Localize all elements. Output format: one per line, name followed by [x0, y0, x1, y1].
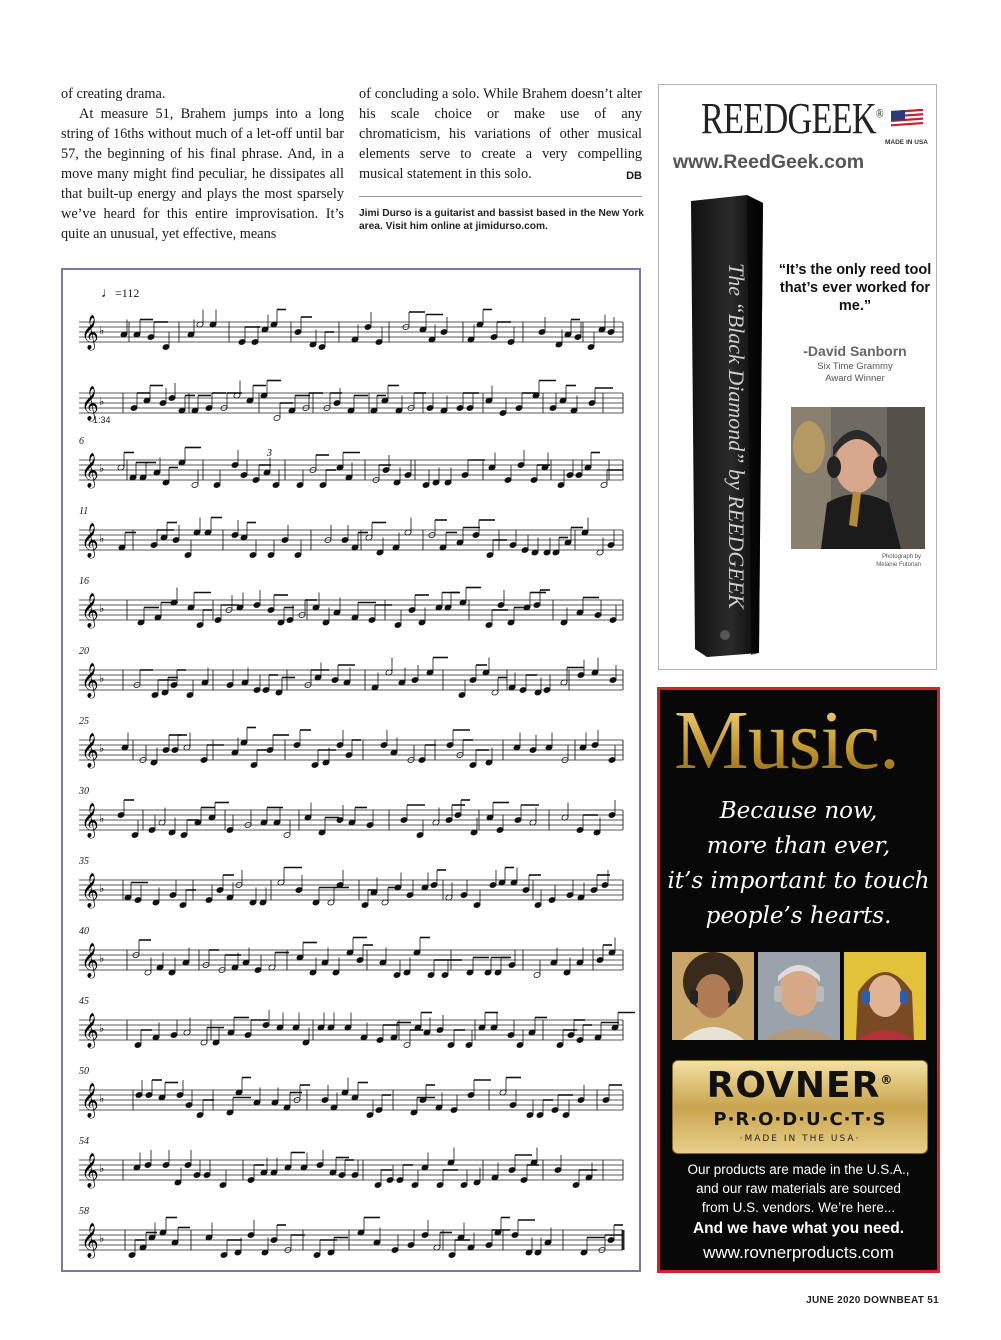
rovner-url[interactable]: www.rovnerproducts.com — [703, 1243, 894, 1262]
rovner-callout: And we have what you need. — [692, 1220, 904, 1237]
article-column-2 — [359, 84, 642, 186]
rovner-brand — [673, 1065, 927, 1106]
author-bio: Jimi Durso is a guitarist and bassist based in the New York area. Visit him online at jimidurso.com. — [359, 208, 644, 232]
measure-number: 40 — [79, 926, 89, 937]
author-sign-off: DB — [626, 170, 642, 182]
staff — [63, 656, 639, 716]
music-headline: Music. — [674, 694, 899, 787]
award-line: Six Time Grammy — [817, 361, 893, 372]
registered-mark: ® — [880, 1073, 894, 1087]
treble-clef-icon: 𝄞 — [81, 733, 99, 768]
measure-number: 20 — [79, 646, 89, 657]
rovner-tagline — [660, 794, 937, 934]
listener-photo — [844, 952, 926, 1040]
staff — [63, 796, 639, 856]
treble-clef-icon: 𝄞 — [81, 803, 99, 838]
tagline-line: Because now, — [719, 798, 878, 824]
tempo-value: =112 — [115, 286, 140, 300]
treble-clef-icon: 𝄞 — [81, 1083, 99, 1118]
treble-clef-icon: 𝄞 — [81, 453, 99, 488]
page-folio: JUNE 2020 DOWNBEAT 51 — [806, 1295, 939, 1306]
us-flag-icon — [891, 109, 923, 129]
article-column-1 — [61, 84, 344, 244]
measure-number: 35 — [79, 856, 89, 867]
treble-clef-icon: 𝄞 — [81, 873, 99, 908]
endorser-name: -David Sanborn — [803, 343, 907, 359]
measure-number: 30 — [79, 786, 89, 797]
flat-key-signature-icon: ♭ — [99, 1092, 105, 1105]
flat-key-signature-icon: ♭ — [99, 1022, 105, 1035]
staff — [63, 446, 639, 506]
treble-clef-icon: 𝄞 — [81, 315, 99, 350]
tagline-line: people’s hearts. — [705, 903, 892, 929]
reedgeek-ad[interactable] — [658, 84, 937, 670]
listener-photo — [758, 952, 840, 1040]
quarter-note-icon: ♩ — [101, 286, 115, 301]
flat-key-signature-icon: ♭ — [99, 882, 105, 895]
rovner-ad[interactable] — [657, 687, 940, 1273]
measure-number: 6 — [79, 436, 84, 447]
rovner-brand-text: ROVNER — [706, 1065, 881, 1106]
article-paragraph — [359, 84, 642, 184]
flat-key-signature-icon: ♭ — [99, 462, 105, 475]
listener-photo — [672, 952, 754, 1040]
measure-number: 25 — [79, 716, 89, 727]
flat-key-signature-icon: ♭ — [99, 812, 105, 825]
copy-line: and our raw materials are sourced — [696, 1181, 901, 1196]
rovner-logo — [672, 1060, 928, 1154]
article-paragraph-text: of concluding a solo. While Brahem doesn’t alter his scale choice or make use of any chromaticism, his variations of other musical elements serve to create a very compelling musical statement in this solo. — [359, 86, 642, 182]
flat-key-signature-icon: ♭ — [99, 324, 105, 337]
reedgeek-logo-text: REEDGEEK — [701, 94, 876, 143]
tool-engraving: The “Black Diamond” by REEDGEEK — [724, 263, 749, 609]
rovner-body-copy — [660, 1160, 937, 1217]
staff — [63, 308, 639, 368]
article-paragraph: At measure 51, Brahem jumps into a long string of 16ths without much of a let-off until bar 57, the beginning of his final phrase. And, in a move many might find peculiar, he dissipates all that built-up energy and plays the most sparsely we’ve heard for this entire improvisation. It’s quite an unusual, yet effective, means — [61, 106, 344, 242]
staff — [63, 516, 639, 576]
staff — [63, 726, 639, 786]
tagline-line: more than ever, — [706, 833, 891, 859]
staff — [63, 1006, 639, 1066]
reedgeek-url[interactable]: www.ReedGeek.com — [673, 151, 865, 173]
treble-clef-icon: 𝄞 — [81, 1223, 99, 1258]
article-paragraph: of creating drama. — [61, 86, 166, 102]
measure-number: 54 — [79, 1136, 89, 1147]
photo-credit — [855, 553, 921, 569]
tagline-line: it’s important to touch — [667, 868, 930, 894]
treble-clef-icon: 𝄞 — [81, 1153, 99, 1188]
measure-number: 50 — [79, 1066, 89, 1077]
credit-line: Melanie Futorian — [876, 562, 921, 568]
flat-key-signature-icon: ♭ — [99, 395, 105, 408]
registered-mark: ® — [875, 105, 883, 121]
endorsement-quote: “It’s the only reed tool that’s ever worked for me.” — [778, 262, 932, 314]
staff — [63, 379, 639, 439]
rovner-products-label: P·R·O·D·U·C·T·S — [713, 1109, 887, 1130]
staff — [63, 586, 639, 646]
measure-number: 11 — [79, 506, 89, 517]
measure-number: 45 — [79, 996, 89, 1007]
treble-clef-icon: 𝄞 — [81, 593, 99, 628]
flat-key-signature-icon: ♭ — [99, 602, 105, 615]
award-line: Award Winner — [825, 373, 885, 384]
treble-clef-icon: 𝄞 — [81, 943, 99, 978]
music-transcription — [61, 268, 641, 1272]
black-diamond-tool-image — [687, 193, 769, 663]
staff — [63, 1216, 639, 1276]
staff — [63, 936, 639, 996]
timestamp-label: 1:34 — [93, 415, 111, 425]
rovner-made-label: ·MADE IN THE USA· — [739, 1134, 861, 1144]
measure-number: 16 — [79, 576, 89, 587]
flat-key-signature-icon: ♭ — [99, 1162, 105, 1175]
treble-clef-icon: 𝄞 — [81, 1013, 99, 1048]
made-in-usa-label: MADE IN USA — [885, 139, 928, 146]
reedgeek-logo — [701, 93, 883, 144]
saxophonist-photo — [791, 407, 925, 549]
flat-key-signature-icon: ♭ — [99, 1232, 105, 1245]
measure-number: 58 — [79, 1206, 89, 1217]
endorser-award — [777, 361, 933, 385]
flat-key-signature-icon: ♭ — [99, 532, 105, 545]
staff — [63, 1076, 639, 1136]
staff — [63, 1146, 639, 1206]
copy-line: Our products are made in the U.S.A., — [687, 1162, 910, 1177]
treble-clef-icon: 𝄞 — [81, 663, 99, 698]
flat-key-signature-icon: ♭ — [99, 742, 105, 755]
flat-key-signature-icon: ♭ — [99, 952, 105, 965]
treble-clef-icon: 𝄞 — [81, 523, 99, 558]
bio-divider — [359, 196, 642, 197]
copy-line: from U.S. vendors. We’re here... — [701, 1200, 896, 1215]
tempo-marking — [101, 286, 139, 302]
flat-key-signature-icon: ♭ — [99, 672, 105, 685]
credit-line: Photograph by — [881, 554, 921, 560]
staff — [63, 866, 639, 926]
treble-clef-icon: 𝄞 — [81, 386, 99, 421]
triplet-mark: 3 — [267, 448, 272, 459]
